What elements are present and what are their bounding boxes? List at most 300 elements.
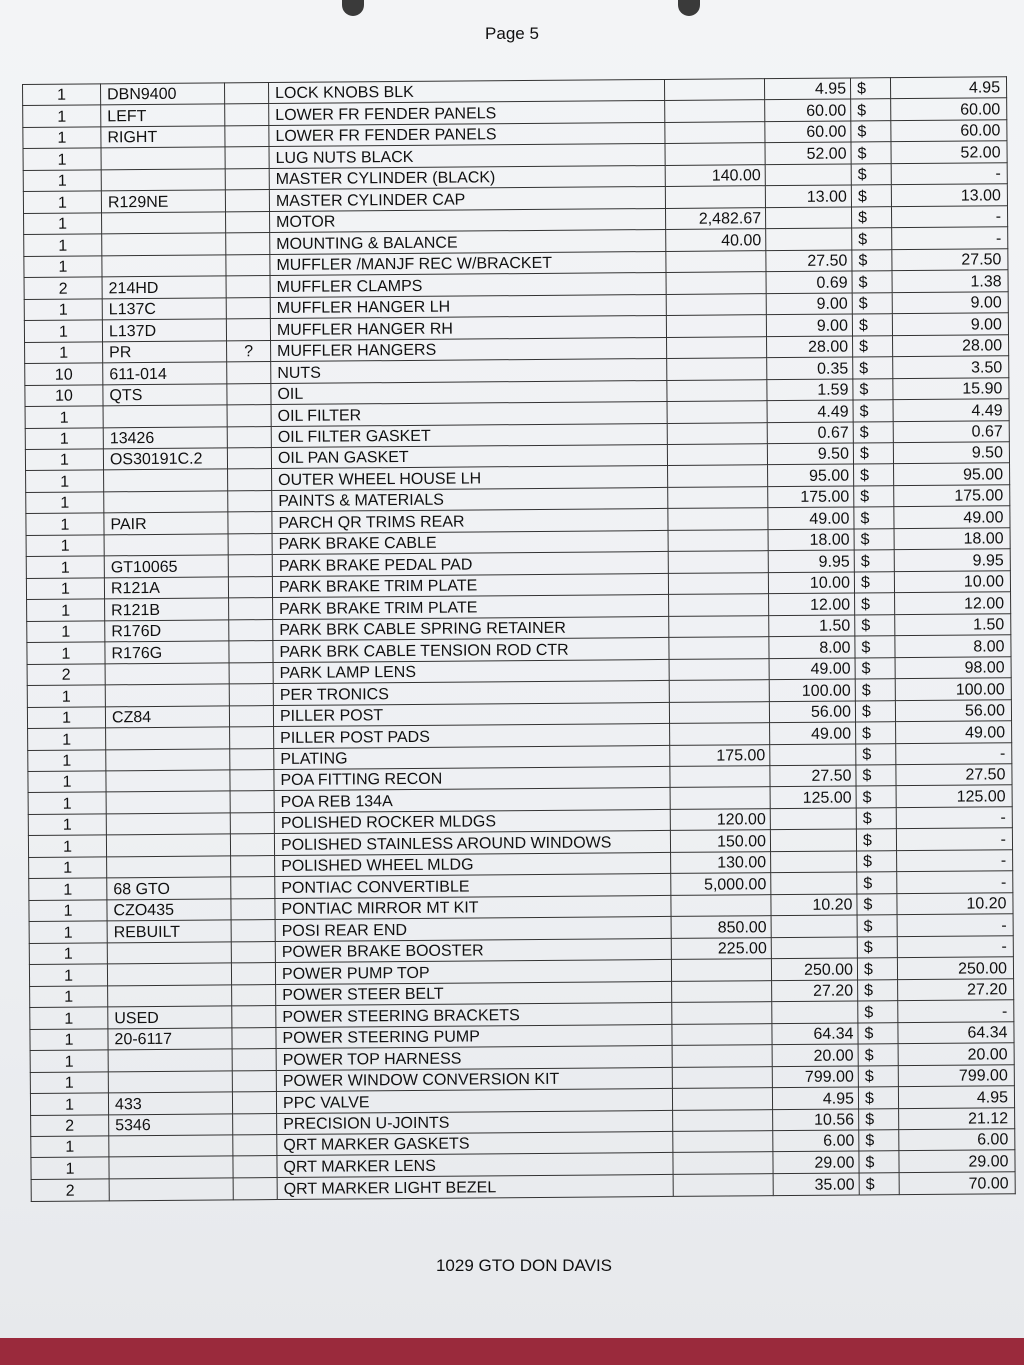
description-cell: PARCH QR TRIMS REAR: [272, 509, 668, 534]
note-cell: [231, 855, 275, 877]
background-surface: [0, 1338, 1024, 1365]
unit-price-cell: 1.59: [767, 379, 853, 401]
quantity-cell: 1: [23, 127, 101, 149]
quantity-cell: 1: [26, 535, 104, 557]
note-cell: [232, 1092, 276, 1114]
line-total-cell: -: [896, 807, 1012, 829]
note-cell: [226, 319, 270, 341]
part-number-cell: R121B: [105, 598, 229, 620]
part-number-cell: 433: [108, 1092, 232, 1114]
currency-symbol-cell: $: [852, 314, 892, 336]
unit-price-cell: 12.00: [769, 593, 855, 615]
labor-cost-cell: [667, 401, 767, 423]
part-number-cell: [109, 1135, 233, 1157]
description-cell: POWER PUMP TOP: [275, 960, 671, 985]
line-total-cell: 3.50: [893, 356, 1009, 378]
note-cell: [233, 1156, 277, 1178]
currency-symbol-cell: $: [851, 206, 891, 228]
line-total-cell: 27.20: [898, 978, 1014, 1000]
labor-cost-cell: [669, 680, 769, 702]
line-total-cell: -: [898, 1000, 1014, 1022]
labor-cost-cell: [665, 100, 765, 122]
quantity-cell: 1: [27, 642, 105, 664]
unit-price-cell: [771, 872, 857, 894]
quantity-cell: 1: [28, 835, 106, 857]
description-cell: PILLER POST PADS: [274, 723, 670, 748]
description-cell: POWER STEERING BRACKETS: [276, 1003, 672, 1028]
quantity-cell: 1: [23, 105, 101, 127]
parts-table: [22, 76, 1016, 1202]
currency-symbol-cell: $: [855, 679, 895, 701]
description-cell: POWER STEERING PUMP: [276, 1024, 672, 1049]
unit-price-cell: 13.00: [765, 185, 851, 207]
labor-cost-cell: [672, 1088, 772, 1110]
line-total-cell: 100.00: [895, 678, 1011, 700]
line-total-cell: -: [897, 850, 1013, 872]
labor-cost-cell: 150.00: [670, 830, 770, 852]
quantity-cell: 1: [29, 900, 107, 922]
quantity-cell: 10: [25, 363, 103, 385]
line-total-cell: -: [897, 914, 1013, 936]
labor-cost-cell: [666, 250, 766, 272]
quantity-cell: 1: [30, 986, 108, 1008]
unit-price-cell: 49.00: [770, 722, 856, 744]
quantity-cell: 1: [28, 814, 106, 836]
part-number-cell: [107, 856, 231, 878]
line-total-cell: 49.00: [896, 721, 1012, 743]
labor-cost-cell: [667, 358, 767, 380]
part-number-cell: PAIR: [104, 512, 228, 534]
quantity-cell: 1: [25, 427, 103, 449]
unit-price-cell: 250.00: [771, 958, 857, 980]
currency-symbol-cell: $: [857, 872, 897, 894]
note-cell: [228, 490, 272, 512]
unit-price-cell: 799.00: [772, 1066, 858, 1088]
labor-cost-cell: [672, 1002, 772, 1024]
unit-price-cell: 95.00: [768, 464, 854, 486]
note-cell: [226, 233, 270, 255]
labor-cost-cell: [669, 594, 769, 616]
currency-symbol-cell: $: [854, 550, 894, 572]
description-cell: POLISHED ROCKER MLDGS: [274, 809, 670, 834]
line-total-cell: -: [891, 206, 1007, 228]
line-total-cell: 4.95: [890, 77, 1006, 99]
quantity-cell: 1: [28, 749, 106, 771]
note-cell: [231, 963, 275, 985]
description-cell: OIL: [271, 380, 667, 405]
labor-cost-cell: 225.00: [671, 937, 771, 959]
note-cell: [233, 1113, 277, 1135]
line-total-cell: 1.38: [892, 270, 1008, 292]
unit-price-cell: 27.50: [770, 765, 856, 787]
line-total-cell: 13.00: [891, 184, 1007, 206]
note-cell: [231, 898, 275, 920]
currency-symbol-cell: $: [852, 228, 892, 250]
quantity-cell: 1: [29, 921, 107, 943]
unit-price-cell: 9.00: [766, 293, 852, 315]
currency-symbol-cell: $: [854, 464, 894, 486]
line-total-cell: 9.00: [892, 313, 1008, 335]
part-number-cell: [103, 405, 227, 427]
currency-symbol-cell: $: [859, 1130, 899, 1152]
unit-price-cell: 10.20: [771, 894, 857, 916]
unit-price-cell: 27.50: [766, 250, 852, 272]
currency-symbol-cell: $: [857, 958, 897, 980]
unit-price-cell: [771, 851, 857, 873]
currency-symbol-cell: $: [857, 936, 897, 958]
note-cell: [225, 147, 269, 169]
note-cell: [230, 791, 274, 813]
description-cell: MUFFLER HANGER LH: [270, 294, 666, 319]
note-cell: [227, 448, 271, 470]
quantity-cell: 2: [27, 664, 105, 686]
description-cell: PARK BRK CABLE TENSION ROD CTR: [273, 638, 669, 663]
part-number-cell: [108, 1049, 232, 1071]
currency-symbol-cell: $: [853, 421, 893, 443]
unit-price-cell: 9.50: [767, 443, 853, 465]
part-number-cell: [106, 813, 230, 835]
part-number-cell: OS30191C.2: [103, 448, 227, 470]
line-total-cell: 4.49: [893, 399, 1009, 421]
note-cell: [228, 512, 272, 534]
currency-symbol-cell: $: [859, 1108, 899, 1130]
description-cell: NUTS: [271, 359, 667, 384]
part-number-cell: 20-6117: [108, 1028, 232, 1050]
labor-cost-cell: [672, 1066, 772, 1088]
quantity-cell: 1: [26, 513, 104, 535]
labor-cost-cell: [673, 1109, 773, 1131]
line-total-cell: 95.00: [894, 463, 1010, 485]
description-cell: OIL PAN GASKET: [271, 444, 667, 469]
quantity-cell: 1: [26, 556, 104, 578]
part-number-cell: [106, 791, 230, 813]
labor-cost-cell: 2,482.67: [665, 207, 765, 229]
part-number-cell: [107, 963, 231, 985]
part-number-cell: [106, 748, 230, 770]
quantity-cell: 1: [31, 1157, 109, 1179]
unit-price-cell: [770, 808, 856, 830]
note-cell: [229, 641, 273, 663]
note-cell: [231, 920, 275, 942]
note-cell: [230, 834, 274, 856]
quantity-cell: 1: [31, 1136, 109, 1158]
note-cell: [230, 748, 274, 770]
currency-symbol-cell: $: [856, 829, 896, 851]
note-cell: [230, 812, 274, 834]
currency-symbol-cell: $: [851, 99, 891, 121]
quantity-cell: 1: [27, 621, 105, 643]
line-total-cell: 0.67: [893, 420, 1009, 442]
line-total-cell: 21.12: [899, 1107, 1015, 1129]
currency-symbol-cell: $: [858, 1087, 898, 1109]
unit-price-cell: 35.00: [773, 1173, 859, 1196]
note-cell: [229, 662, 273, 684]
line-total-cell: 10.00: [894, 571, 1010, 593]
note-cell: [231, 877, 275, 899]
note-cell: [229, 684, 273, 706]
unit-price-cell: 28.00: [767, 336, 853, 358]
description-cell: PARK BRAKE PEDAL PAD: [272, 552, 668, 577]
line-total-cell: -: [897, 871, 1013, 893]
unit-price-cell: 0.67: [767, 421, 853, 443]
currency-symbol-cell: $: [855, 657, 895, 679]
unit-price-cell: [765, 207, 851, 229]
part-number-cell: GT10065: [104, 555, 228, 577]
labor-cost-cell: [670, 766, 770, 788]
note-cell: [232, 1049, 276, 1071]
line-total-cell: 20.00: [898, 1043, 1014, 1065]
line-total-cell: 12.00: [895, 592, 1011, 614]
part-number-cell: RIGHT: [101, 126, 225, 148]
labor-cost-cell: [669, 701, 769, 723]
part-number-cell: R129NE: [101, 190, 225, 212]
unit-price-cell: [771, 915, 857, 937]
labor-cost-cell: [666, 272, 766, 294]
quantity-cell: 1: [23, 170, 101, 192]
currency-symbol-cell: $: [858, 1044, 898, 1066]
note-cell: [228, 533, 272, 555]
note-cell: [225, 126, 269, 148]
line-total-cell: 10.20: [897, 893, 1013, 915]
line-total-cell: 52.00: [891, 141, 1007, 163]
part-number-cell: [102, 212, 226, 234]
labor-cost-cell: [671, 894, 771, 916]
note-cell: [232, 1070, 276, 1092]
labor-cost-cell: [673, 1174, 773, 1197]
labor-cost-cell: [667, 444, 767, 466]
unit-price-cell: 0.69: [766, 271, 852, 293]
note-cell: [230, 770, 274, 792]
part-number-cell: [104, 469, 228, 491]
labor-cost-cell: [668, 465, 768, 487]
part-number-cell: R121A: [104, 577, 228, 599]
note-cell: [230, 727, 274, 749]
unit-price-cell: 27.20: [772, 980, 858, 1002]
labor-cost-cell: [668, 551, 768, 573]
description-cell: PONTIAC MIRROR MT KIT: [275, 895, 671, 920]
note-cell: [226, 297, 270, 319]
line-total-cell: 70.00: [899, 1172, 1015, 1195]
unit-price-cell: 9.95: [768, 550, 854, 572]
description-cell: POLISHED WHEEL MLDG: [275, 852, 671, 877]
line-total-cell: 60.00: [891, 120, 1007, 142]
currency-symbol-cell: $: [858, 979, 898, 1001]
currency-symbol-cell: $: [857, 893, 897, 915]
description-cell: PARK BRAKE CABLE: [272, 530, 668, 555]
note-cell: [227, 405, 271, 427]
labor-cost-cell: [668, 572, 768, 594]
unit-price-cell: 49.00: [769, 658, 855, 680]
description-cell: LUG NUTS BLACK: [269, 144, 665, 169]
labor-cost-cell: [673, 1152, 773, 1174]
currency-symbol-cell: $: [853, 443, 893, 465]
part-number-cell: USED: [108, 1006, 232, 1028]
line-total-cell: 49.00: [894, 506, 1010, 528]
labor-cost-cell: [673, 1131, 773, 1153]
part-number-cell: CZO435: [107, 899, 231, 921]
note-cell: [225, 168, 269, 190]
description-cell: POA REB 134A: [274, 788, 670, 813]
line-total-cell: 125.00: [896, 785, 1012, 807]
line-total-cell: 175.00: [894, 485, 1010, 507]
labor-cost-cell: [671, 959, 771, 981]
currency-symbol-cell: $: [856, 765, 896, 787]
note-cell: [233, 1177, 277, 1199]
description-cell: MUFFLER HANGER RH: [270, 316, 666, 341]
currency-symbol-cell: $: [854, 486, 894, 508]
line-total-cell: 6.00: [899, 1129, 1015, 1151]
part-number-cell: [106, 727, 230, 749]
page-number: Page 5: [485, 24, 539, 43]
currency-symbol-cell: $: [851, 164, 891, 186]
currency-symbol-cell: $: [852, 292, 892, 314]
description-cell: PARK BRK CABLE SPRING RETAINER: [273, 616, 669, 641]
labor-cost-cell: [669, 637, 769, 659]
line-total-cell: 9.95: [894, 549, 1010, 571]
labor-cost-cell: [667, 336, 767, 358]
line-total-cell: -: [896, 742, 1012, 764]
currency-symbol-cell: $: [855, 614, 895, 636]
part-number-cell: 611-014: [103, 362, 227, 384]
line-total-cell: 8.00: [895, 635, 1011, 657]
note-cell: [226, 254, 270, 276]
quantity-cell: 1: [29, 857, 107, 879]
quantity-cell: 1: [25, 406, 103, 428]
currency-symbol-cell: $: [855, 700, 895, 722]
quantity-cell: 1: [24, 320, 102, 342]
description-cell: PARK LAMP LENS: [273, 659, 669, 684]
quantity-cell: 1: [25, 449, 103, 471]
currency-symbol-cell: $: [859, 1173, 899, 1195]
quantity-cell: 2: [24, 277, 102, 299]
line-total-cell: 27.50: [892, 249, 1008, 271]
line-total-cell: 15.90: [893, 377, 1009, 399]
part-number-cell: DBN9400: [101, 83, 225, 105]
note-cell: [225, 104, 269, 126]
part-number-cell: [105, 684, 229, 706]
note-cell: ?: [227, 340, 271, 362]
note-cell: [233, 1135, 277, 1157]
quantity-cell: 1: [28, 771, 106, 793]
description-cell: PER TRONICS: [273, 681, 669, 706]
quantity-cell: 1: [27, 706, 105, 728]
quantity-cell: 1: [26, 470, 104, 492]
description-cell: MUFFLER HANGERS: [271, 337, 667, 362]
currency-symbol-cell: $: [858, 1065, 898, 1087]
labor-cost-cell: 140.00: [665, 165, 765, 187]
quantity-cell: 1: [30, 1071, 108, 1093]
description-cell: POWER STEER BELT: [276, 981, 672, 1006]
note-cell: [225, 190, 269, 212]
part-number-cell: R176D: [105, 620, 229, 642]
note-cell: [231, 941, 275, 963]
line-total-cell: 28.00: [893, 334, 1009, 356]
note-cell: [227, 383, 271, 405]
description-cell: MASTER CYLINDER (BLACK): [269, 165, 665, 190]
description-cell: POA FITTING RECON: [274, 766, 670, 791]
description-cell: MASTER CYLINDER CAP: [269, 187, 665, 212]
description-cell: LOCK KNOBS BLK: [268, 79, 664, 104]
labor-cost-cell: [669, 615, 769, 637]
part-number-cell: [102, 233, 226, 255]
description-cell: MOUNTING & BALANCE: [270, 230, 666, 255]
quantity-cell: 1: [27, 685, 105, 707]
currency-symbol-cell: $: [852, 271, 892, 293]
description-cell: QRT MARKER LENS: [277, 1153, 673, 1178]
description-cell: PARK BRAKE TRIM PLATE: [273, 595, 669, 620]
line-total-cell: 9.00: [892, 291, 1008, 313]
line-total-cell: 60.00: [891, 98, 1007, 120]
labor-cost-cell: [666, 293, 766, 315]
description-cell: PARK BRAKE TRIM PLATE: [272, 573, 668, 598]
note-cell: [227, 362, 271, 384]
note-cell: [224, 83, 268, 105]
currency-symbol-cell: $: [850, 78, 890, 100]
description-cell: OIL FILTER: [271, 401, 667, 426]
labor-cost-cell: [664, 79, 764, 101]
currency-symbol-cell: $: [853, 357, 893, 379]
quantity-cell: 1: [23, 191, 101, 213]
labor-cost-cell: [668, 487, 768, 509]
description-cell: PLATING: [274, 745, 670, 770]
unit-price-cell: 4.49: [767, 400, 853, 422]
note-cell: [229, 619, 273, 641]
labor-cost-cell: [672, 1045, 772, 1067]
unit-price-cell: 1.50: [769, 615, 855, 637]
description-cell: QRT MARKER LIGHT BEZEL: [277, 1174, 673, 1199]
currency-symbol-cell: $: [856, 743, 896, 765]
line-total-cell: -: [891, 163, 1007, 185]
part-number-cell: [105, 663, 229, 685]
part-number-cell: REBUILT: [107, 920, 231, 942]
labor-cost-cell: 120.00: [670, 809, 770, 831]
quantity-cell: 1: [27, 599, 105, 621]
description-cell: POLISHED STAINLESS AROUND WINDOWS: [274, 831, 670, 856]
part-number-cell: 13426: [103, 426, 227, 448]
quantity-cell: 1: [29, 943, 107, 965]
note-cell: [227, 426, 271, 448]
quantity-cell: 1: [26, 578, 104, 600]
unit-price-cell: 18.00: [768, 529, 854, 551]
quantity-cell: 1: [24, 213, 102, 235]
currency-symbol-cell: $: [853, 378, 893, 400]
part-number-cell: [109, 1156, 233, 1178]
quantity-cell: 1: [29, 878, 107, 900]
labor-cost-cell: 850.00: [671, 916, 771, 938]
currency-symbol-cell: $: [857, 851, 897, 873]
binder-ring-hole: [678, 0, 700, 16]
labor-cost-cell: [670, 723, 770, 745]
labor-cost-cell: 175.00: [670, 744, 770, 766]
part-number-cell: [106, 770, 230, 792]
unit-price-cell: 4.95: [764, 78, 850, 100]
unit-price-cell: [766, 228, 852, 250]
part-number-cell: [109, 1178, 233, 1201]
unit-price-cell: 175.00: [768, 486, 854, 508]
labor-cost-cell: [669, 658, 769, 680]
labor-cost-cell: [672, 980, 772, 1002]
part-number-cell: [102, 255, 226, 277]
unit-price-cell: [765, 164, 851, 186]
part-number-cell: [104, 534, 228, 556]
note-cell: [232, 984, 276, 1006]
currency-symbol-cell: $: [855, 636, 895, 658]
currency-symbol-cell: $: [851, 121, 891, 143]
unit-price-cell: 29.00: [773, 1151, 859, 1173]
labor-cost-cell: [672, 1023, 772, 1045]
currency-symbol-cell: $: [856, 722, 896, 744]
currency-symbol-cell: $: [858, 1022, 898, 1044]
